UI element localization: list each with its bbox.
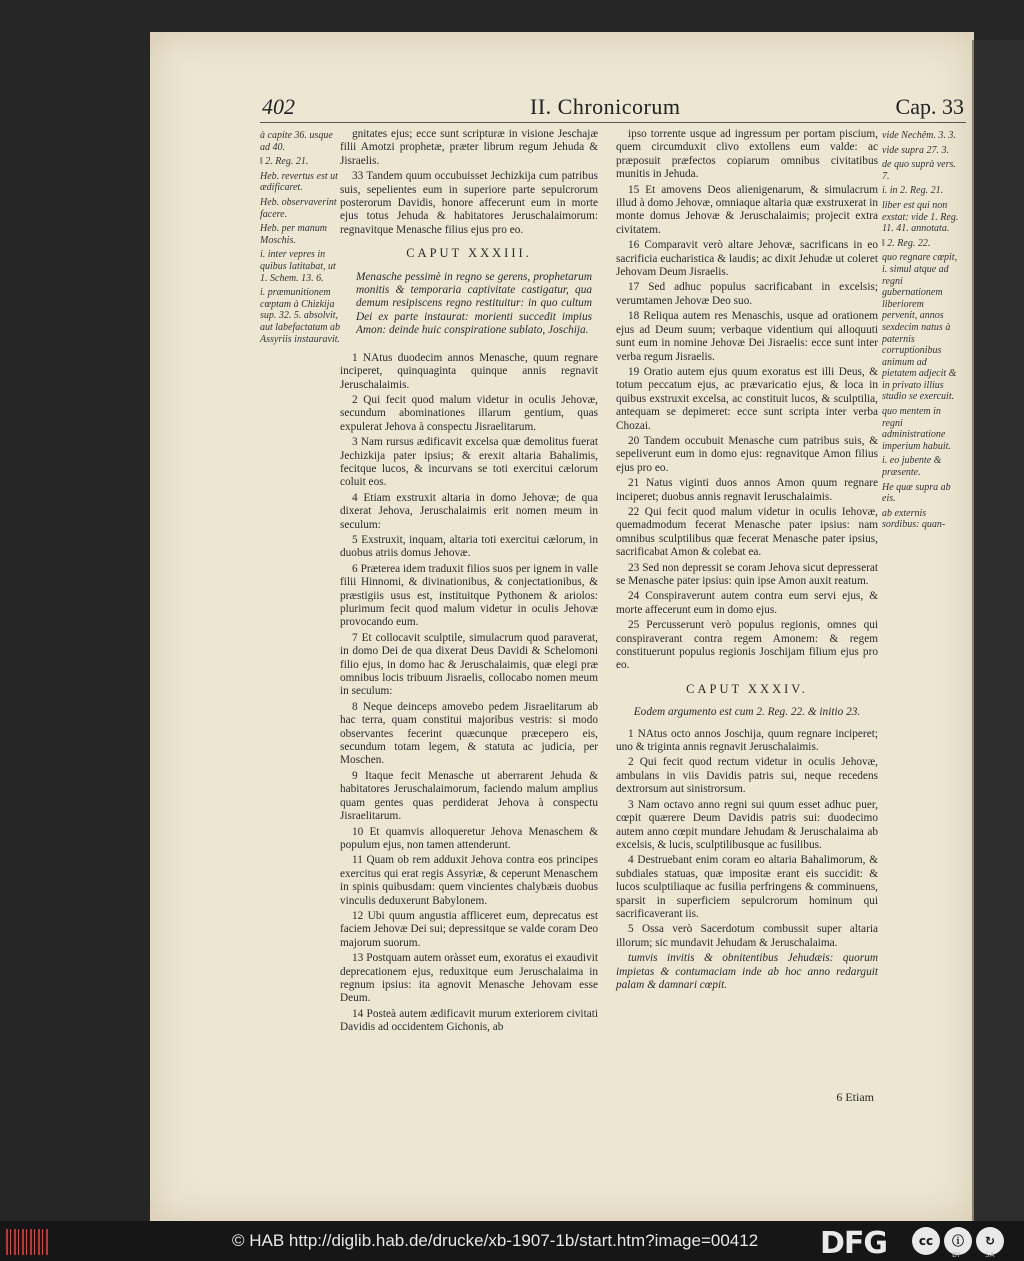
- verse-paragraph: 9 Itaque fecit Menasche ut aberrarent Jehuda & habitatores Jeruschalaimorum, faciendo malum amplius quam gentes quas perdiderat Jehova à conspectu Jisraelitarum.: [340, 769, 598, 823]
- verse-paragraph: 7 Et collocavit sculptile, simulacrum quod paraverat, in domo Dei de qua dixerat Deus Davidi & Schelomoni filio ejus, in domo hac & Jeruschalaimis, quæ elegi præ omnibus locis tribuum Jisraelis, collocabo nomen meum in seculum:: [340, 631, 598, 698]
- margin-note: i. inter vepres in quibus latitabat, ut 1. Schem. 13. 6.: [260, 249, 336, 284]
- verse-paragraph: 5 Ossa verò Sacerdotum combussit super altaria illorum; sic mundavit Jehudam & Jeruschalaima.: [616, 923, 878, 949]
- dfg-logo: DFG: [820, 1226, 888, 1261]
- verse-paragraph: 22 Qui fecit quod malum videtur in oculis Iehovæ, quemadmodum fecerat Menasche pater ipsius: nam omnibus sculptilibus quæ fecerat Menasche pater ipsius, sacrificabat Amon & colebat ea.: [616, 505, 878, 559]
- sa-sharealike-icon[interactable]: ↻: [976, 1227, 1004, 1255]
- catchword: 6 Etiam: [836, 1090, 874, 1104]
- by-attribution-icon[interactable]: ⓘ: [944, 1227, 972, 1255]
- verse-paragraph: 1 NAtus octo annos Joschija, quum regnare inciperet; uno & triginta annis regnavit Jeruschalaimis.: [616, 727, 878, 754]
- verse-paragraph: gnitates ejus; ecce sunt scripturæ in visione Jeschajæ filii Amotzi prophetæ, præter librum regum Jehuda & Jisraelis.: [340, 128, 598, 167]
- chapter-argument: Menasche pessimè in regno se gerens, prophetarum monitis & temporaria captivitate castigatur, qua demum resipiscens regno restituitur: in quo cultum Dei ex parte instaurat: morienti succedit impius Amon: deinde huic conspiratione sublato, Joschija.: [356, 270, 592, 337]
- verse-paragraph: 21 Natus viginti duos annos Amon quum regnare inciperet; duobus annis regnavit Ieruschalaimis.: [616, 477, 878, 503]
- verse-paragraph: 5 Exstruxit, inquam, altaria toti exercitui cælorum, in duobus atriis domus Jehovæ.: [340, 533, 598, 560]
- library-barcode-logo: [6, 1229, 50, 1255]
- verse-paragraph: 2 Qui fecit quod rectum videtur in oculis Jehovæ, ambulans in viis Davidis patris sui, neque recedens dextrorsum aut sinistrorsum.: [616, 756, 878, 796]
- verse-paragraph: 11 Quam ob rem adduxit Jehova contra eos principes exercitus qui erat regis Assyriæ, & ceperunt Menaschem in spinis quibusdam: quem vincientes chalybæis duobus vinculis deduxerunt Babylonem.: [340, 854, 598, 907]
- verse-paragraph: 4 Etiam exstruxit altaria in domo Jehovæ; de qua dixerat Jehova, Jeruschalaimis erit nomen meum in seculum:: [340, 491, 598, 531]
- verse-paragraph: 16 Comparavit verò altare Jehovæ, sacrificans in eo sacrificia eucharistica & laudis; ac dixit Jehudæ ut coleret Jehovam Deum Jisraelis.: [616, 239, 878, 279]
- verse-paragraph: 3 Nam rursus ædificavit excelsa quæ demolitus fuerat Jechizkija pater ipsius; & erexit altaria Bahalimis, fecitque lucos, & incurvans se toti exercitui cælorum coluit eos.: [340, 436, 598, 489]
- verse-paragraph: 12 Ubi quum angustia affliceret eum, deprecatus est faciem Jehovæ Dei sui; depressitque se valde coram Deo majorum suorum.: [340, 909, 598, 949]
- margin-note: vide Nechêm. 3. 3.: [882, 130, 956, 141]
- sa-label: SA: [985, 1251, 995, 1259]
- left-text-column: [340, 128, 598, 1037]
- margin-note: Heb. revertus est ut ædificaret.: [260, 170, 338, 194]
- verse-paragraph: 24 Conspiraverunt autem contra eum servi ejus, & morte affecerunt eum in domo ejus.: [616, 590, 878, 616]
- margin-note: ‖ 2. Reg. 22.: [882, 237, 931, 249]
- verse-paragraph: 20 Tandem occubuit Menasche cum patribus suis, & sepeliverunt eum in domo ejus: regnavitque Amon filius ejus pro eo.: [616, 434, 878, 474]
- verse-paragraph: 3 Nam octavo anno regni sui quum esset adhuc puer, cœpit quærere Deum Davidis patris sui: duodecimo autem anno cœpit mundare Jehudam & Jeruschalaima ab excelsis, & lucis, sculptilibusque ac fusilibus.: [616, 798, 878, 851]
- margin-note: Heb. per manum Moschis.: [260, 223, 327, 246]
- verse-paragraph: 10 Et quamvis alloqueretur Jehova Menaschem & populum ejus, non tamen attenderunt.: [340, 825, 598, 851]
- verse-paragraph: 18 Reliqua autem res Menaschis, usque ad orationem ejus ad Deum suum; verbaque videntium qui alloquuti sunt eum in nomine Jehovæ Dei Jisraelis: ecce sunt inter verba regum Jisraelis.: [616, 310, 878, 363]
- by-label: BY: [952, 1251, 961, 1259]
- margin-note: ab externis sordibus: quan-: [882, 507, 946, 531]
- verse-paragraph: 19 Oratio autem ejus quum exoratus est illi Deus, & totum peccatum ejus, ac prævaricatio ejus, & loca in quibus exstruxit excelsa, ac constituit lucos, & sculptilia, antequam se depimeret: ecce sunt scripta inter verba Chozai.: [616, 365, 878, 432]
- right-text-column: [616, 128, 878, 994]
- margin-note: à capite 36. usque ad 40.: [260, 130, 333, 153]
- margin-note: quo mentem in regni administratione imperium habuit.: [882, 406, 951, 452]
- verse-paragraph: 17 Sed adhuc populus sacrificabant in excelsis; verumtamen Jehovæ Deo suo.: [616, 281, 878, 307]
- verse-paragraph: 25 Percusserunt verò populus regionis, omnes qui conspiraverant contra regem Amonem: & regem constituerunt populus regionis Joschijam filium ejus pro eo.: [616, 619, 878, 672]
- verse-paragraph: 1 NAtus duodecim annos Menasche, quum regnare inciperet, quinquaginta quinque annis regnavit Jeruschalaimis.: [340, 351, 598, 391]
- left-margin-notes: [260, 130, 340, 348]
- verse-paragraph: 6 Præterea idem traduxit filios suos per ignem in valle filii Hinnomi, & divinationibus, & conjectationibus, & præstigiis usus est, instituitque Pythonem & ariolos: plurimum fecit quod malum videtur in oculis Jehovæ provocando eum.: [340, 562, 598, 629]
- margin-note: i. in 2. Reg. 21.: [882, 185, 944, 197]
- verse-paragraph: 14 Posteà autem ædificavit murum exteriorem civitati Davidis ad occidentem Gichonis, ab: [340, 1007, 598, 1034]
- margin-note: quo regnare cœpit, i. simul atque ad regni gubernationem liberiorem pervenit, annos sexdecim natus à paternis corruptionibus animum ad pietatem adjecit & in privato illius studio se exercuit.: [882, 252, 958, 403]
- margin-note: ‖ 2. Reg. 21.: [260, 156, 309, 168]
- verse-paragraph: ipso torrente usque ad ingressum per portam piscium, quem circumduxit clivo extollens eum valde: ac præposuit præfectos copiarum omnibus civitatibus munitis in Jehuda.: [616, 128, 878, 181]
- footer-bar: [0, 1221, 1024, 1261]
- verse-paragraph: 33 Tandem quum occubuisset Jechizkija cum patribus suis, sepelientes eum in superiore parte sepulcrorum posterorum Davidis, honore affecerunt eum in morte ejus totus Jehuda & habitatores Jeruschalaimorum: regnavitque Menasche filius ejus pro eo.: [340, 170, 598, 236]
- verse-paragraph: 8 Neque deinceps amovebo pedem Jisraelitarum ab hac terra, quam constitui majoribus vestris: si modo observantes fecerint quæcunque præcepero eis, secundum totam legem, & statuta ac judicia, per Moschen.: [340, 700, 598, 767]
- running-head-chapter: Cap. 33: [895, 94, 964, 119]
- margin-note: Heb. observaverint facere.: [260, 196, 337, 220]
- chapter-heading: CAPUT XXXIII.: [406, 246, 532, 261]
- book-page: [150, 32, 974, 1221]
- page-number: 402: [262, 94, 295, 119]
- right-margin-notes: [882, 130, 960, 534]
- margin-note: He quæ supra ab eis.: [882, 481, 951, 505]
- margin-note: de quo suprà vers. 7.: [882, 159, 956, 182]
- chapter-argument: Eodem argumento est cum 2. Reg. 22. & initio 23.: [633, 706, 861, 719]
- verse-paragraph: 23 Sed non depressit se coram Jehova sicut depresserat se Menasche pater ipsius: quin ipse Amon auxit reatum.: [616, 561, 878, 587]
- margin-note: vide supra 27. 3.: [882, 144, 949, 156]
- margin-note: liber est qui non exstat: vide 1. Reg. 11. 41. annotata.: [882, 199, 959, 235]
- chapter-heading: CAPUT XXXIV.: [686, 681, 808, 696]
- margin-note: i. eo jubente & præsente.: [882, 455, 942, 479]
- credit-link[interactable]: © HAB http://diglib.hab.de/drucke/xb-1907-1b/start.htm?image=00412: [232, 1231, 759, 1250]
- verse-paragraph: 2 Qui fecit quod malum videtur in oculis Jehovæ, secundum abominationes illarum gentium, quas expulerat Jehova à conspectu Jisraelitarum.: [340, 393, 598, 433]
- header-rule: [260, 122, 966, 123]
- cc-license-icon[interactable]: cc: [912, 1227, 940, 1255]
- viewer-background-right: [974, 40, 1024, 1221]
- verse-paragraph: tumvis invitis & obnitentibus Jehudæis: quorum impietas & contumaciam inde ab hoc anno redarguit palam & damnari cœpit.: [616, 952, 878, 991]
- margin-note: i. præmunitionem cœptam à Chizkija sup. 32. 5. absolvit, aut labefactatam ab Assyriis instauravit.: [260, 287, 341, 345]
- running-head: II. Chronicorum: [530, 94, 681, 119]
- verse-paragraph: 13 Postquam autem oràsset eum, exoratus ei exaudivit deprecationem ejus, reduxitque eum Jeruschalaima in regnum ipsius: ita agnovit Menasche Jehovam esse Deum.: [340, 952, 598, 1005]
- verse-paragraph: 15 Et amovens Deos alienigenarum, & simulacrum illud à domo Jehovæ, omniaque altaria quæ exstruxerat in monte domus Jehovæ & Jeruschalaimis; projecit extra civitatem.: [616, 183, 878, 236]
- verse-paragraph: 4 Destruebant enim coram eo altaria Bahalimorum, & subdiales statuas, quæ impositæ erant eis succidit: & lucos sculptiliaque ac fusilia perfringens & comminuens, sparsit in superficiem sepulcrorum hominum qui sacrificaverant iis.: [616, 854, 878, 920]
